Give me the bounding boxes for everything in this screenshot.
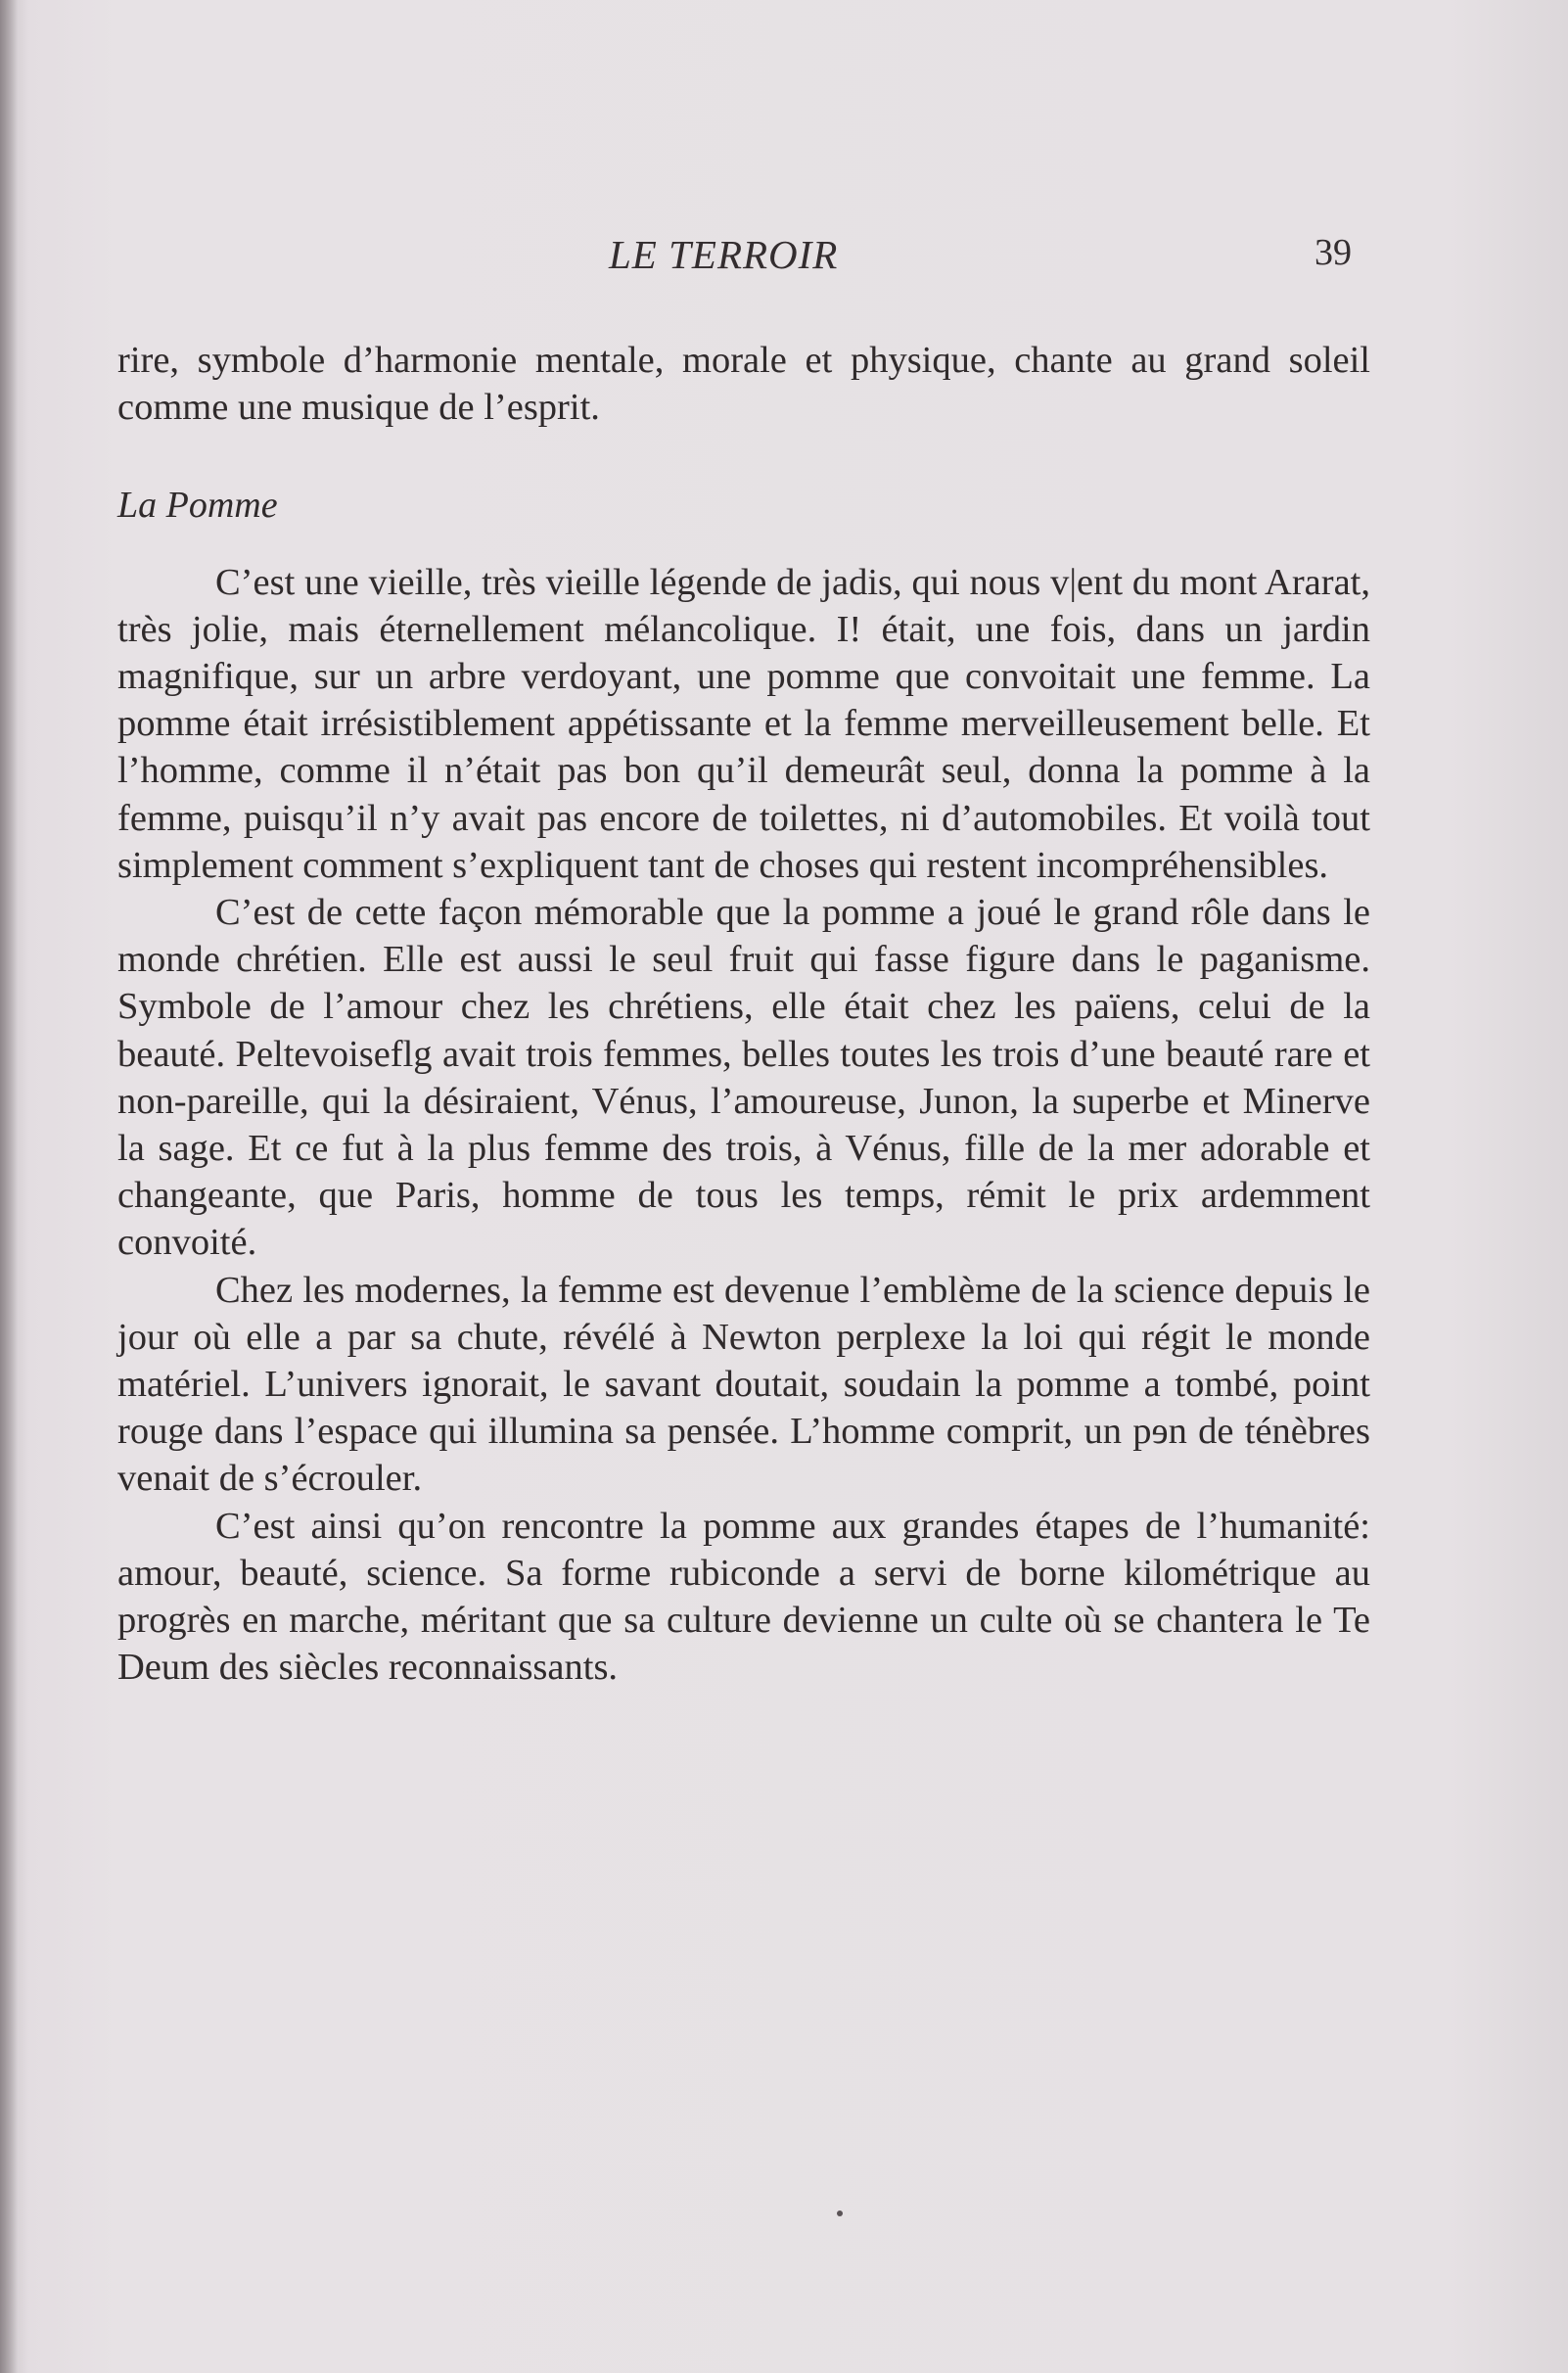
running-title: LE TERROIR bbox=[609, 232, 839, 277]
paragraph-2: C’est de cette façon mémorable que la pomme a joué le grand rôle dans le monde chrétien. Elle est aussi le seul fruit qui fasse figure dans le paganisme. Symbole de l’amour chez les chrétiens, elle était chez les païens, celui de la beauté. Peltevoiseflg avait trois femmes, belles toutes les trois d’une beauté rare et non-pareille, qui la désiraient, Vénus, l’amoureuse, Junon, la superbe et Minerve la sage. Et ce fut à la plus femme des trois, à Vénus, fille de la mer adorable et changeante, que Paris, homme de tous les temps, rémit le prix ardemment convoité. bbox=[117, 892, 1370, 1264]
section-title: La Pomme bbox=[117, 485, 278, 527]
paragraph-1: C’est une vieille, très vieille légende de jadis, qui nous v|ent du mont Ararat, très jolie, mais éternellement mélancolique. I! était, une fois, dans un jardin magnifique, sur un arbre verdoyant, une pomme que convoitait une femme. La pomme était irrésistiblement appétissante et la femme merveilleusement belle. Et l’homme, comme il n’était pas bon qu’il demeurât seul, donna la pomme à la femme, puisqu’il n’y avait pas encore de toilettes, ni d’automobiles. Et voilà tout simplement comment s’expliquent tant de choses qui restent incompréhensibles. bbox=[117, 561, 1370, 886]
intro-paragraph: rire, symbole d’harmonie mentale, morale et physique, chante au grand soleil comme une musique de l’esprit. bbox=[117, 340, 1370, 429]
paper-speck bbox=[837, 2210, 843, 2216]
page-number: 39 bbox=[1314, 232, 1352, 273]
paragraph-4: C’est ainsi qu’on rencontre la pomme aux grandes étapes de l’humanité: amour, beauté, science. Sa forme rubiconde a servi de borne kilométrique au progrès en marche, méritant que sa culture devienne un culte où se chantera le Te Deum des siècles reconnaissants. bbox=[117, 1505, 1370, 1689]
paragraph-3: Chez les modernes, la femme est devenue l’emblème de la science depuis le jour où elle a par sa chute, révélé à Newton perplexe la loi qui régit le monde matériel. L’univers ignorait, le savant doutait, soudain la pomme a tombé, point rouge dans l’espace qui illumina sa pensée. L’homme comprit, un pɘn de ténèbres venait de s’écrouler. bbox=[117, 1269, 1370, 1500]
running-head bbox=[0, 231, 1568, 290]
spine-shadow bbox=[0, 0, 18, 2373]
text-block bbox=[117, 337, 1370, 1691]
